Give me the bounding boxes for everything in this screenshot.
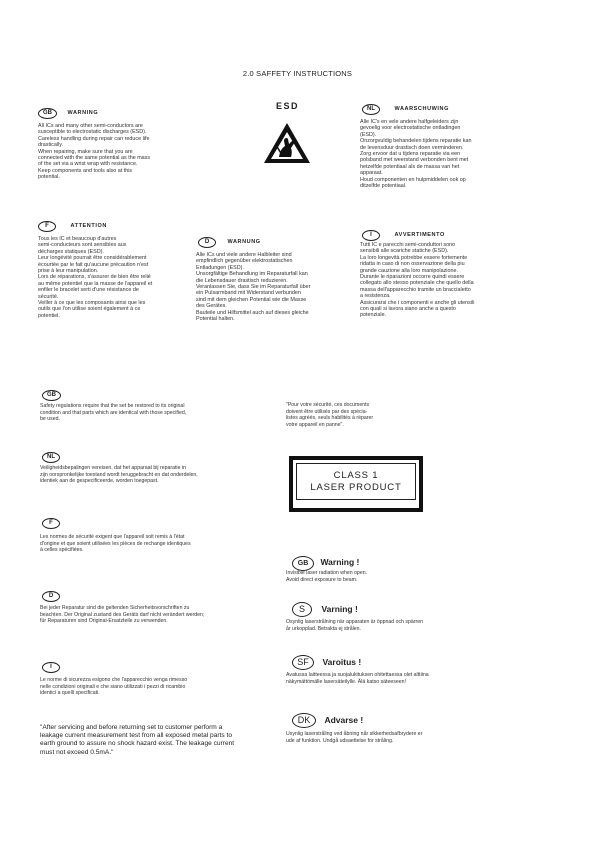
laser-warning-title: Varning ! xyxy=(321,604,358,614)
safety-f-text: Les normes de sécurité exigent que l'appareil soit remis à l'état d'origine et que soient utilisées les pièces de rechange identiques à celles spécifiées. xyxy=(40,534,191,554)
laser-warning-sf-text: Avatussa laitteessa ja suojalukituksen ohitettaessa olet alttiina näkymättömälle lasersäteilylle. Älä katso säteeseen! xyxy=(286,672,429,685)
f-attention-header xyxy=(38,214,107,232)
safety-nl-text: Veiligheidsbepalingen vereisen, dat het apparaat bij reparatie in zijn oorspronkelijke toestand wordt teruggebracht en dat onderdelen, identiek aan de gespecificeerde, worden toegepast. xyxy=(40,465,198,485)
avvertimento-heading: AVVERTIMENTO xyxy=(394,232,445,238)
laser-warning-sf-header xyxy=(292,652,361,670)
language-badge-nl: NL xyxy=(362,104,380,115)
laser-warning-s-header xyxy=(292,599,358,617)
fr-service-quote: "Pour votre sécurité, ces documents doivent être utilisés par des spécia- listes agréés, seuls habilités à réparer votre appareil en panne". xyxy=(286,402,374,428)
esd-warning-icon xyxy=(262,121,312,165)
language-badge-d: D xyxy=(198,237,216,248)
language-badge-dk: DK xyxy=(292,713,316,728)
leakage-current-quote: "After servicing and before returning set to customer perform a leakage current measurement test from all exposed metal parts to earth ground to assure no shock hazard exist. The leakage current must not exceed 0.5mA." xyxy=(40,724,235,756)
warning-heading: WAARSCHUWING xyxy=(394,106,450,112)
safety-gb-text: Safety regulations require that the set be restored to its original condition and that parts which are identical with those specified, be used. xyxy=(40,403,187,423)
laser-warning-title: Warning ! xyxy=(320,557,360,567)
i-avvertimento-header xyxy=(362,223,445,241)
gb-warning-text: All ICs and many other semi-conductors are susceptible to electrostatic discharges (ESD). Careless handling during repair can reduce life drastically. When repairing, make sure that you are connected with the same potential as the mass of the set via a wrist wrap with resistance. Keep components and tools also at this potential. xyxy=(38,123,151,181)
laser-warning-title: Advarse ! xyxy=(324,715,364,725)
laser-warning-gb-header xyxy=(292,552,359,571)
d-warnung-header xyxy=(198,230,261,248)
laser-warning-title: Varoitus ! xyxy=(322,657,362,667)
language-badge-i: I xyxy=(42,662,60,673)
nl-warning-text: Alle IC's en vele andere halfgeleiders zijn gevoelig voor electrostatische ontladingen (ESD). Onzorgvuldig behandelen tijdens reparatie kan de levensduur drastisch doen verminderen. Zorg ervoor dat u tijdens reparatie via een polsband met weerstand verbonden bent met hetzelfde potentiaal als de massa van het apparaat. Houd componenten en hulpmiddelen ook op ditzelfde potentiaal. xyxy=(360,119,472,190)
i-avvertimento-text: Tutti IC e parecchi semi-conduttori sono sensibili alle scariche statiche (ESD). La loro longevità potrebbe essere fortemente ridatta in caso di non osservazione della piu grande cauzione alla loro manipolazione. Durante le riparazioni occorre quindi essere collegato allo stesso potenziale che quello della massa dell'apparecchio tramite un braccialetto a resistenza. Assicurarsi che i componenti e anche gli utensili con quali si lavora siano anche a questo potenziale. xyxy=(360,242,475,319)
language-badge-nl: NL xyxy=(42,452,60,463)
page-title: 2.0 SAFFETY INSTRUCTIONS xyxy=(242,69,353,78)
language-badge-gb: GB xyxy=(42,390,61,401)
laser-warning-dk-text: Usynlig laserstråling ved åbning når sikkerhedsafbrydere er ude af funktion. Undgå udsaettelse for stråling. xyxy=(286,731,423,744)
esd-label: ESD xyxy=(276,101,300,111)
class1-laser-label xyxy=(289,456,423,512)
laser-product-line: LASER PRODUCT xyxy=(310,482,402,493)
safety-d-text: Bei jeder Reparatur sind die geltenden Sicherheitsvorschriften zu beachten. Der Original zustand des Geräts darf nicht verändert werden; für Reparaturen sind Original-Ersatzteile zu verwenden. xyxy=(40,605,205,625)
language-badge-s: S xyxy=(292,602,312,617)
laser-warning-gb-text: Invisible laser radiation when open. Avoid direct exposure to beam. xyxy=(286,570,368,583)
nl-warning-header xyxy=(362,97,449,115)
safety-i-text: Le norme di sicurezza esigono che l'apparecchio venga rimesso nelle condizioni originali e che siano utilizzati i pezzi di ricambio identici a quelli specificati. xyxy=(40,677,188,697)
language-badge-gb: GB xyxy=(292,556,314,571)
language-badge-sf: SF xyxy=(292,655,314,670)
laser-warning-dk-header xyxy=(292,710,363,728)
attention-heading: ATTENTION xyxy=(70,223,107,229)
d-warnung-text: Alle ICs und viele andere Halbleiter sind empfindlich gegenüber elektrostatischen Entladungen (ESD). Unsorgfältige Behandlung im Reparaturfall kan die Lebensdauer drastisch reduzieren. Veranlassen Sie, dass Sie im Reparaturfall über ein Pulsarmband mit Widerstand verbunden sind mit dem gleichen Potential wie die Masse des Gerätes. Bauteile und Hilfsmittel auch auf dieses gleiche Potential halten. xyxy=(196,252,311,323)
language-badge-f: F xyxy=(38,221,56,232)
language-badge-d: D xyxy=(42,591,60,602)
laser-class-line: CLASS 1 xyxy=(333,470,379,481)
language-badge-i: I xyxy=(362,230,380,241)
warnung-heading: WARNUNG xyxy=(227,239,261,245)
f-attention-text: Tous les IC et beaucoup d'autres semi-conducteurs sont sensibles aux décharges statiques (ESD). Leur longévité pourrait être considérablement écourtée par le fait qu'aucune précaution n'est prise à leur manipulation. Lors de réparations, s'assurer de bien être relié au même potentiel que la masse de l'appareil et enfiler le bracelet serti d'une résistance de sécurité. Veiller à ce que les composants ainsi que les outils que l'on utilise soient également à ce potentiel. xyxy=(38,236,153,319)
laser-warning-s-text: Osynlig laserstrålning när apparaten är öppnad och spärren år urkopplad. Betrakta ej strålen. xyxy=(286,619,423,632)
warning-heading: WARNING xyxy=(67,110,99,116)
gb-warning-header xyxy=(38,101,98,119)
language-badge-f: F xyxy=(42,518,60,529)
language-badge-gb: GB xyxy=(38,108,57,119)
